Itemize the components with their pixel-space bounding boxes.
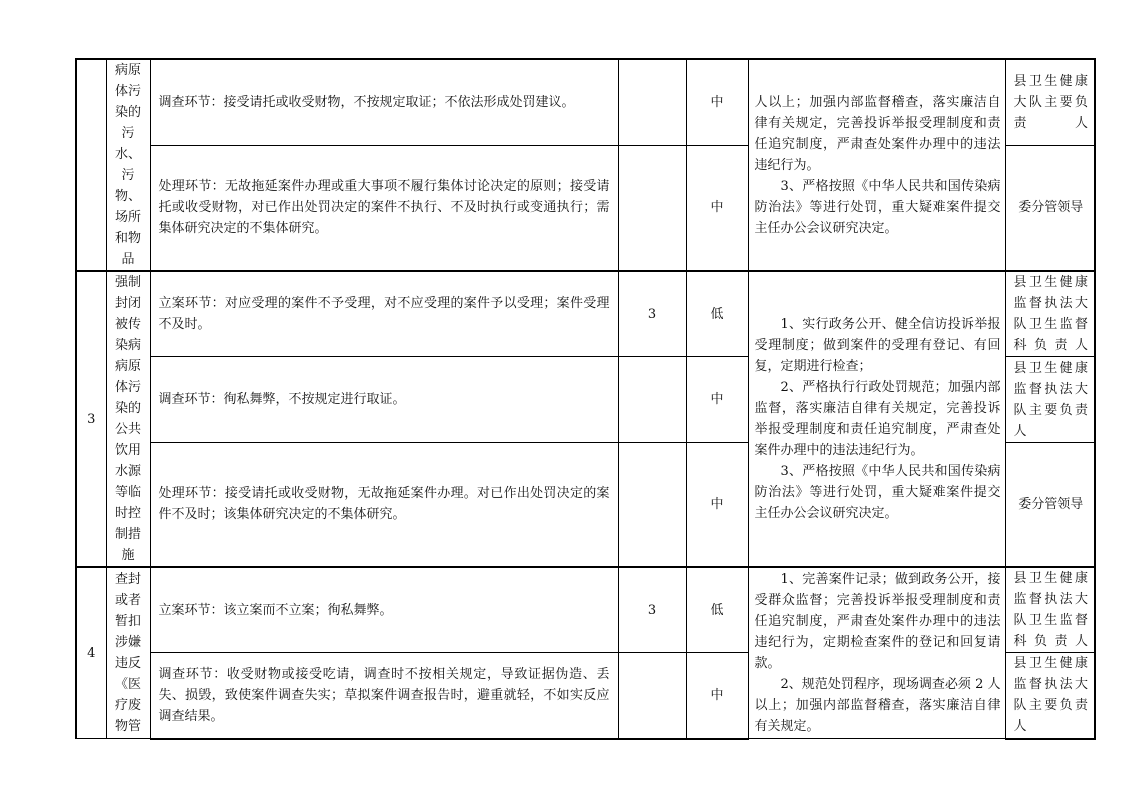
matter-cell: 病原体污染的污水、污物、场所和物品 — [106, 59, 150, 271]
responsible-cell: 县卫生健康大队主要负责人 — [1005, 59, 1095, 145]
row-number-cell: 3 — [76, 271, 106, 567]
measure-paragraph: 3、严格按照《中华人民共和国传染病防治法》等进行处罚，重大疑难案件提交主任办公会议研究决定。 — [754, 464, 1001, 521]
risk-level-cell: 中 — [686, 442, 748, 567]
row-number-cell — [76, 59, 106, 271]
prevention-measures-cell — [748, 567, 1005, 739]
measure-paragraph: 2、规范处罚程序，现场调查必须 2 人以上；加强内部监督稽查，落实廉洁自律有关规定。 — [754, 677, 1001, 734]
risk-description-cell: 调查环节：收受财物或接受吃请，调查时不按相关规定，导致证据伪造、丢失、损毁，致使案件调查失实；草拟案件调查报告时，避重就轻，不如实反应调查结果。 — [150, 653, 618, 739]
risk-grade-cell — [618, 653, 686, 739]
risk-control-table — [75, 58, 1096, 740]
risk-description-cell: 调查环节：接受请托或收受财物，不按规定取证；不依法形成处罚建议。 — [150, 59, 618, 145]
row-number-cell: 4 — [76, 567, 106, 739]
risk-description-cell: 处理环节：无故拖延案件办理或重大事项不履行集体讨论决定的原则；接受请托或收受财物，对已作出处罚决定的案件不执行、不及时执行或变通执行；需集体研究决定的不集体研究。 — [150, 145, 618, 271]
prevention-measures-cell — [748, 271, 1005, 567]
risk-level-cell: 中 — [686, 653, 748, 739]
risk-grade-cell — [618, 357, 686, 442]
risk-description-cell: 立案环节：对应受理的案件不予受理，对不应受理的案件予以受理；案件受理不及时。 — [150, 271, 618, 357]
measure-paragraph: 1、实行政务公开、健全信访投诉举报受理制度；做到案件的受理有登记、有回复，定期进行检查； — [754, 317, 1001, 374]
prevention-measures-cell — [748, 59, 1005, 271]
responsible-cell: 县卫生健康监督执法大队主要负责人 — [1005, 653, 1095, 739]
responsible-cell: 县卫生健康监督执法大队卫生监督科负责人 — [1005, 567, 1095, 653]
risk-level-cell: 低 — [686, 271, 748, 357]
measure-paragraph: 3、严格按照《中华人民共和国传染病防治法》等进行处罚，重大疑难案件提交主任办公会议研究决定。 — [754, 178, 1001, 236]
risk-level-cell: 中 — [686, 357, 748, 442]
risk-level-cell: 中 — [686, 145, 748, 271]
table-row — [76, 59, 1095, 145]
matter-cell: 查封或者暂扣涉嫌违反《医疗废物管 — [106, 567, 150, 739]
risk-level-cell: 中 — [686, 59, 748, 145]
measure-paragraph: 1、完善案件记录；做到政务公开，接受群众监督；完善投诉举报受理制度和责任追究制度，严肃查处案件办理中的违法违纪行为，定期检查案件的登记和回复请款。 — [754, 572, 1001, 671]
risk-description-cell: 处理环节：接受请托或收受财物，无故拖延案件办理。对已作出处罚决定的案件不及时；该集体研究决定的不集体研究。 — [150, 442, 618, 567]
responsible-cell: 县卫生健康监督执法大队卫生监督科负责人 — [1005, 271, 1095, 357]
risk-grade-cell — [618, 59, 686, 145]
table-row — [76, 271, 1095, 357]
risk-description-cell: 调查环节：徇私舞弊，不按规定进行取证。 — [150, 357, 618, 442]
risk-grade-cell: 3 — [618, 567, 686, 653]
risk-description-cell: 立案环节：该立案而不立案；徇私舞弊。 — [150, 567, 618, 653]
responsible-cell: 委分管领导 — [1005, 442, 1095, 567]
responsible-cell: 县卫生健康监督执法大队主要负责人 — [1005, 357, 1095, 442]
responsible-cell: 委分管领导 — [1005, 145, 1095, 271]
risk-grade-cell — [618, 145, 686, 271]
measure-paragraph: 2、严格执行行政处罚规范；加强内部监督，落实廉洁自律有关规定，完善投诉举报受理制度和责任追究制度，严肃查处案件办理中的违法违纪行为。 — [754, 380, 1001, 458]
matter-cell: 强制封闭被传染病病原体污染的公共饮用水源等临时控制措施 — [106, 271, 150, 567]
risk-grade-cell — [618, 442, 686, 567]
risk-level-cell: 低 — [686, 567, 748, 653]
measure-paragraph: 人以上；加强内部监督稽查，落实廉洁自律有关规定，完善投诉举报受理制度和责任追究制度，严肃查处案件办理中的违法违纪行为。 — [754, 94, 1001, 173]
risk-grade-cell: 3 — [618, 271, 686, 357]
table-row — [76, 567, 1095, 653]
